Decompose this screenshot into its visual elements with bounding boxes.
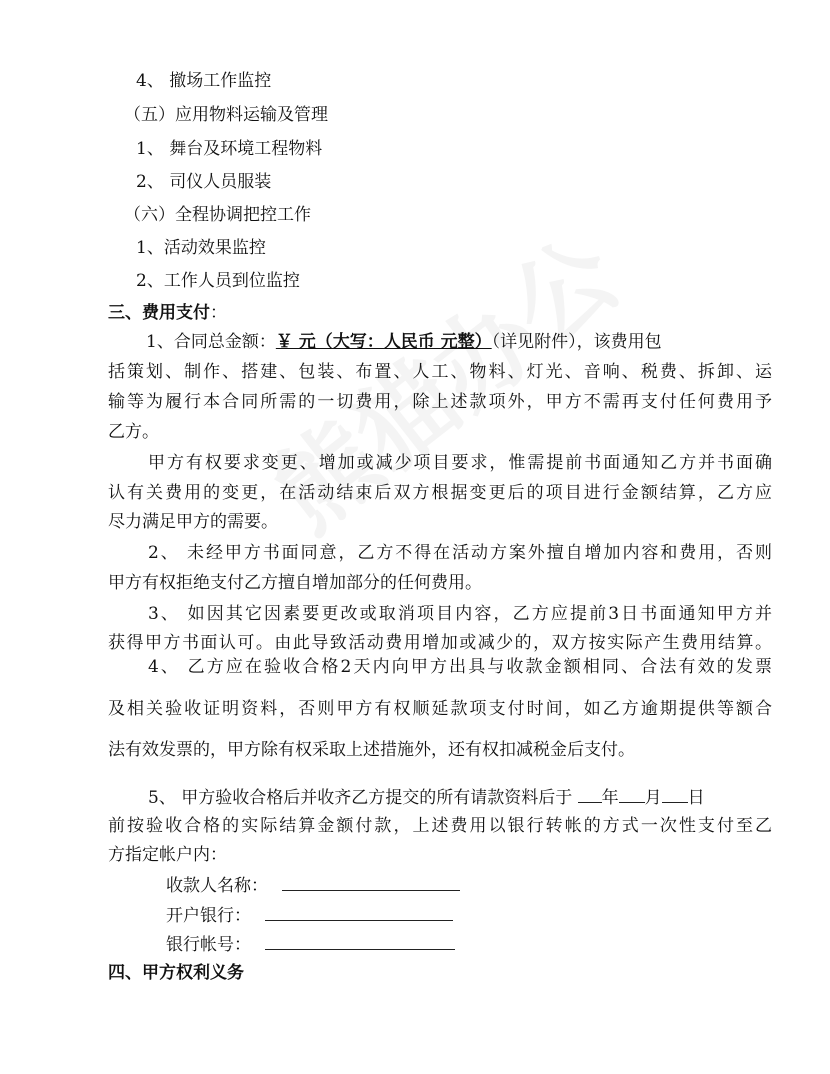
clause-two-line-2: 甲方有权拒绝支付乙方擅自增加部分的任何费用。	[108, 573, 482, 593]
change-right-line-1: 甲方有权要求变更、增加或减少项目要求，惟需提前书面通知乙方并书面确	[148, 453, 772, 473]
clause-four-line-2: 及相关验收证明资料，否则甲方有权顺延款项支付时间，如乙方逾期提供等额合	[108, 699, 772, 719]
month-blank[interactable]	[619, 786, 645, 803]
bank-label: 开户银行：	[166, 906, 251, 926]
item-host-costume: 2、 司仪人员服装	[136, 172, 272, 192]
clause-four-line-1: 4、 乙方应在验收合格2天内向甲方出具与收款金额相同、合法有效的发票	[148, 657, 772, 677]
bank-blank[interactable]	[265, 904, 453, 921]
clause-three-line-2: 获得甲方书面认可。由此导致活动费用增加或减少的，双方按实际产生费用结算。	[108, 633, 772, 653]
section-three-title: 三、费用支付	[108, 303, 210, 323]
day-blank[interactable]	[662, 786, 688, 803]
day-label: 日	[687, 788, 705, 808]
section-three-colon: ：	[210, 303, 227, 323]
contract-amount-line-2: 括策划、制作、搭建、包装、布置、人工、物料、灯光、音响、税费、拆卸、运	[108, 362, 772, 382]
clause-four-line-3: 法有效发票的，甲方除有权采取上述措施外，还有权扣减税金后支付。	[108, 740, 635, 760]
item-teardown-monitoring: 4、 撤场工作监控	[136, 71, 272, 91]
section-four-heading: 四、甲方权利义务	[108, 963, 244, 983]
contract-amount-line	[146, 331, 662, 353]
change-right-line-2: 认有关费用的变更，在活动结束后双方根据变更后的项目进行金额结算，乙方应	[108, 483, 772, 503]
account-blank[interactable]	[265, 933, 455, 950]
clause-three-line-1: 3、 如因其它因素要更改或取消项目内容，乙方应提前3日书面通知甲方并	[148, 604, 772, 624]
contract-amount-value: ￥ 元（大写：人民币 元整）	[275, 332, 492, 352]
payee-label: 收款人名称：	[166, 876, 268, 896]
payee-blank[interactable]	[282, 874, 460, 891]
clause-five-line-3: 方指定帐户内：	[108, 845, 227, 865]
contract-amount-line-3: 输等为履行本合同所需的一切费用，除上述款项外，甲方不需再支付任何费用予	[108, 392, 772, 412]
account-row	[166, 933, 455, 956]
item-stage-materials: 1、 舞台及环境工程物料	[136, 139, 323, 159]
subsection-six-heading: （六）全程协调把控工作	[124, 205, 311, 225]
clause-five-line-1	[148, 786, 705, 809]
account-label: 银行帐号：	[166, 935, 251, 955]
payee-row	[166, 874, 460, 897]
bank-row	[166, 904, 453, 927]
clause-five-text: 5、 甲方验收合格后并收齐乙方提交的所有请款资料后于	[148, 788, 578, 808]
year-label: 年	[601, 788, 619, 808]
month-label: 月	[644, 788, 662, 808]
clause-two-line-1: 2、 未经甲方书面同意，乙方不得在活动方案外擅自增加内容和费用，否则	[148, 543, 772, 563]
contract-amount-prefix: 1、合同总金额：	[146, 332, 276, 352]
subsection-five-heading: （五）应用物料运输及管理	[124, 105, 328, 125]
clause-five-line-2: 前按验收合格的实际结算金额付款，上述费用以银行转帐的方式一次性支付至乙	[108, 816, 772, 836]
item-effect-monitoring: 1、活动效果监控	[136, 238, 266, 258]
contract-amount-line-4: 乙方。	[108, 422, 159, 442]
contract-amount-suffix: （详见附件），该费用包	[491, 332, 662, 352]
year-blank[interactable]	[578, 786, 602, 803]
change-right-line-3: 尽力满足甲方的需要。	[108, 512, 278, 532]
section-three-heading	[108, 302, 227, 324]
item-staff-monitoring: 2、工作人员到位监控	[136, 271, 300, 291]
